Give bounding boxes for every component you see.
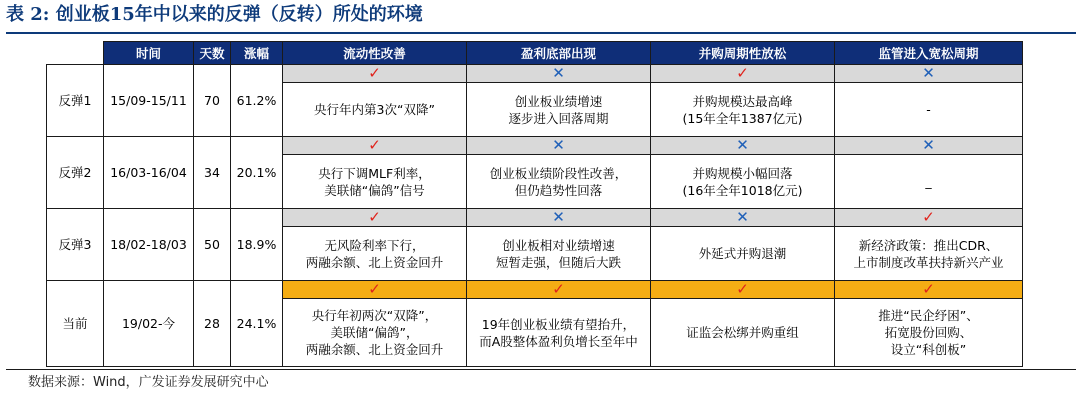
table-title: 表 2: 创业板15年中以来的反弹（反转）所处的环境 xyxy=(6,4,423,25)
gain-cell: 18.9% xyxy=(231,209,283,281)
earnings-desc: 创业板相对业绩增速 短暂走强，但随后大跌 xyxy=(467,227,651,281)
header-ma-cycle: 并购周期性放松 xyxy=(651,42,835,65)
row-label: 反弹1 xyxy=(47,65,104,137)
ma-desc: 证监会松绑并购重组 xyxy=(651,299,835,367)
earnings-desc: 19年创业板业绩有望抬升， 而A股整体盈利负增长至年中 xyxy=(467,299,651,367)
row-label: 反弹3 xyxy=(47,209,104,281)
mark-row-current xyxy=(47,281,1023,299)
row-label: 当前 xyxy=(47,281,104,367)
header-days: 天数 xyxy=(194,42,231,65)
check-icon: ✓ xyxy=(368,136,381,154)
cross-icon: ✕ xyxy=(736,136,749,154)
check-icon: ✓ xyxy=(922,280,935,298)
gain-cell: 61.2% xyxy=(231,65,283,137)
days-cell: 34 xyxy=(194,137,231,209)
cross-icon: ✕ xyxy=(552,64,565,82)
days-cell: 28 xyxy=(194,281,231,367)
gain-cell: 24.1% xyxy=(231,281,283,367)
mark-row xyxy=(47,65,1023,83)
mark-row xyxy=(47,209,1023,227)
header-row xyxy=(47,42,1023,65)
liquidity-desc: 无风险利率下行， 两融余额、北上资金回升 xyxy=(283,227,467,281)
row-label: 反弹2 xyxy=(47,137,104,209)
days-cell: 50 xyxy=(194,209,231,281)
cross-icon: ✕ xyxy=(922,136,935,154)
liquidity-desc: 央行年内第3次“双降” xyxy=(283,83,467,137)
ma-desc: 并购规模达最高峰 (15年全年1387亿元) xyxy=(651,83,835,137)
source-note: 数据来源：Wind，广发证券发展研究中心 xyxy=(28,375,269,390)
header-time: 时间 xyxy=(104,42,194,65)
cross-icon: ✕ xyxy=(552,208,565,226)
gain-cell: 20.1% xyxy=(231,137,283,209)
cross-icon: ✕ xyxy=(736,208,749,226)
earnings-desc: 创业板业绩阶段性改善， 但仍趋势性回落 xyxy=(467,155,651,209)
ma-desc: 并购规模小幅回落 (16年全年1018亿元) xyxy=(651,155,835,209)
liquidity-desc: 央行下调MLF利率， 美联储“偏鸽”信号 xyxy=(283,155,467,209)
footer-divider xyxy=(6,369,1076,370)
check-icon: ✓ xyxy=(922,208,935,226)
time-cell: 19/02-今 xyxy=(104,281,194,367)
check-icon: ✓ xyxy=(736,64,749,82)
regulation-desc: _ xyxy=(835,155,1023,209)
environment-table xyxy=(46,41,1023,367)
cross-icon: ✕ xyxy=(552,136,565,154)
check-icon: ✓ xyxy=(552,280,565,298)
regulation-desc: 新经济政策：推出CDR、 上市制度改革扶持新兴产业 xyxy=(835,227,1023,281)
header-regulation: 监管进入宽松周期 xyxy=(835,42,1023,65)
days-cell: 70 xyxy=(194,65,231,137)
time-cell: 18/02-18/03 xyxy=(104,209,194,281)
check-icon: ✓ xyxy=(368,208,381,226)
header-earnings: 盈利底部出现 xyxy=(467,42,651,65)
header-gain: 涨幅 xyxy=(231,42,283,65)
time-cell: 15/09-15/11 xyxy=(104,65,194,137)
check-icon: ✓ xyxy=(368,64,381,82)
regulation-desc: 推进“民企纾困”、 拓宽股份回购、 设立“科创板” xyxy=(835,299,1023,367)
mark-row xyxy=(47,137,1023,155)
liquidity-desc: 央行年初两次“双降”， 美联储“偏鸽”， 两融余额、北上资金回升 xyxy=(283,299,467,367)
time-cell: 16/03-16/04 xyxy=(104,137,194,209)
earnings-desc: 创业板业绩增速 逐步进入回落周期 xyxy=(467,83,651,137)
cross-icon: ✕ xyxy=(922,64,935,82)
regulation-desc: - xyxy=(835,83,1023,137)
check-icon: ✓ xyxy=(368,280,381,298)
title-divider xyxy=(6,32,1076,34)
header-liquidity: 流动性改善 xyxy=(283,42,467,65)
ma-desc: 外延式并购退潮 xyxy=(651,227,835,281)
check-icon: ✓ xyxy=(736,280,749,298)
header-blank-cell xyxy=(47,42,104,65)
